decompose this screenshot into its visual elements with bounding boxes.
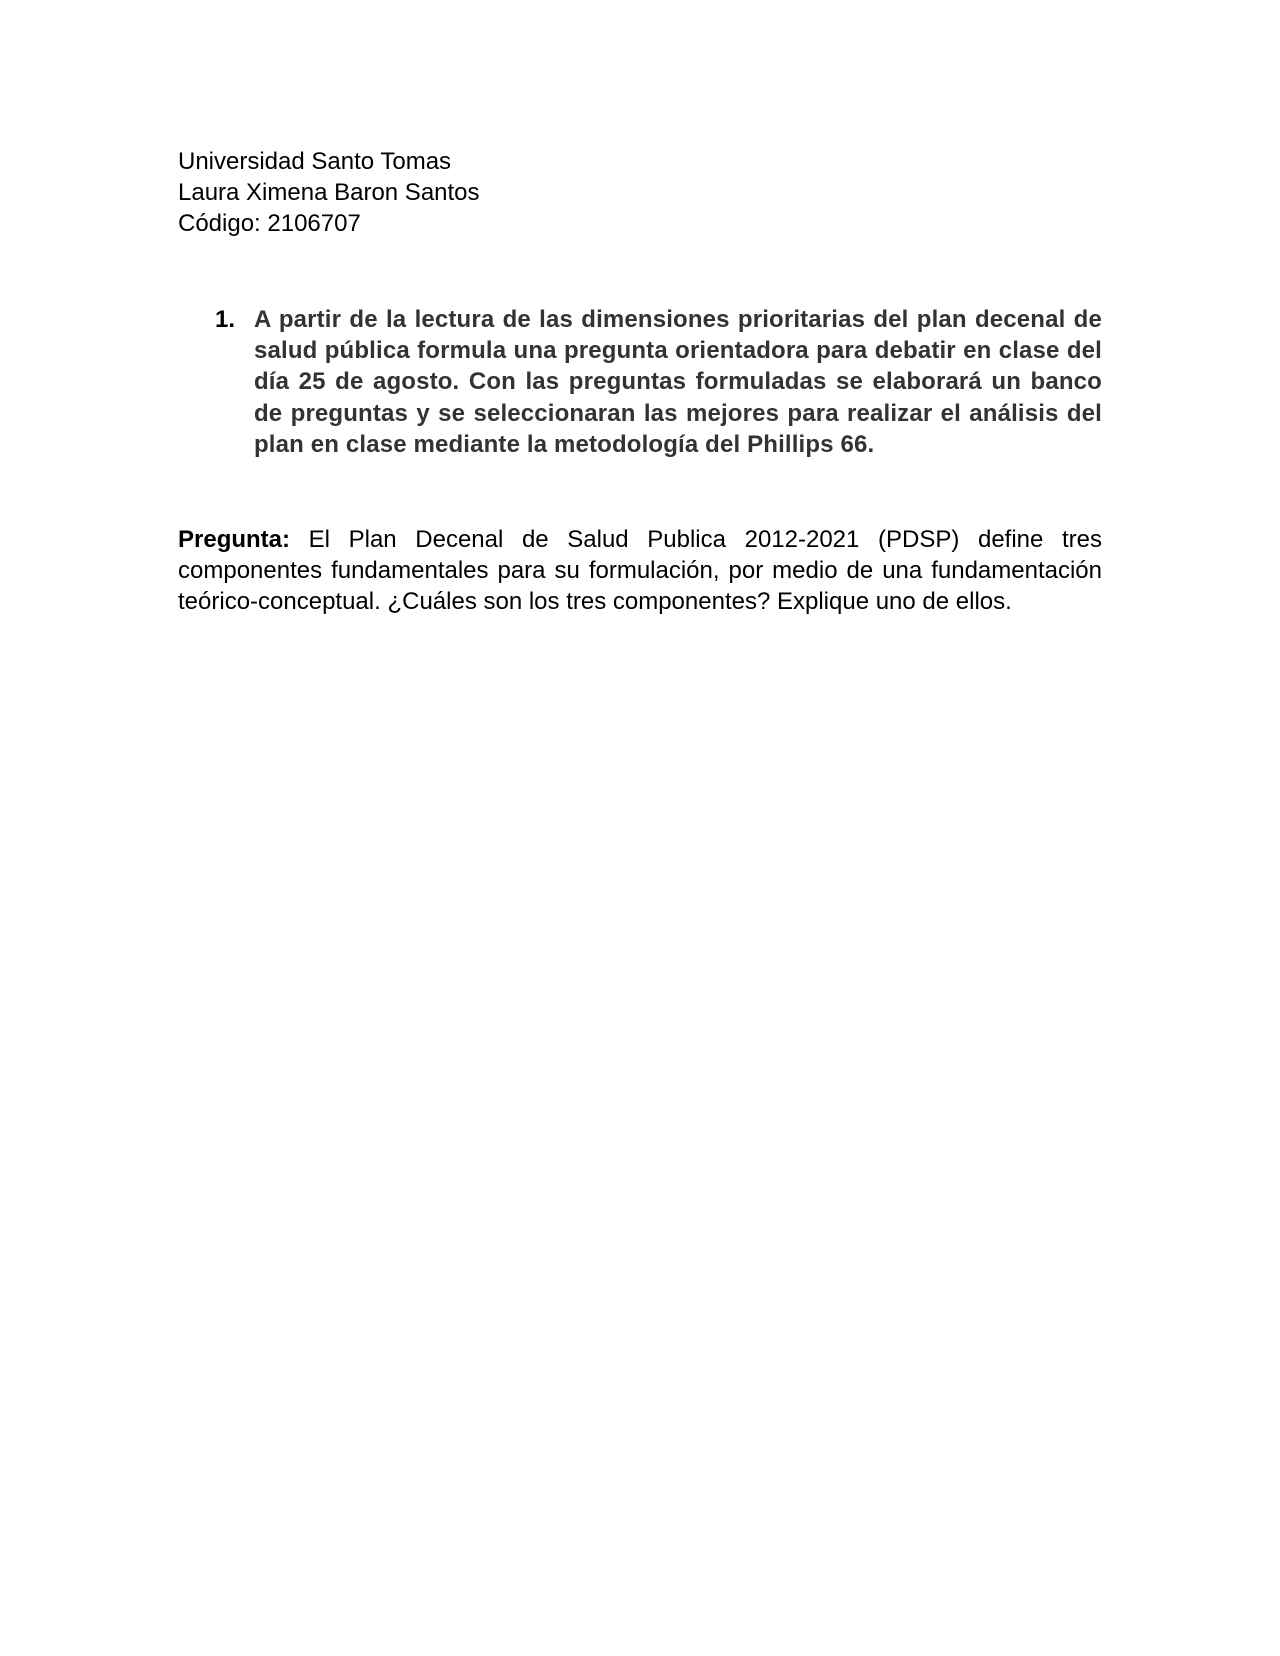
- student-name: Laura Ximena Baron Santos: [178, 179, 480, 206]
- university-name: Universidad Santo Tomas: [178, 148, 452, 175]
- list-item: [178, 304, 1102, 460]
- question-paragraph: [178, 524, 1102, 618]
- list-item-number: 1.: [215, 306, 236, 333]
- list-item-text: A partir de la lectura de las dimensiones prioritarias del plan decenal de salud pública formula una pregunta orientadora para debatir en clase del día 25 de agosto. Con las preguntas formuladas se elaborará un banco de preguntas y se seleccionaran las mejores para realizar el análisis del plan en clase mediante la metodología del Phillips 66.: [254, 306, 1102, 458]
- assignment-list: [178, 304, 1102, 460]
- student-code: Código: 2106707: [178, 210, 361, 237]
- question-label: Pregunta:: [178, 526, 291, 553]
- question-text: El Plan Decenal de Salud Publica 2012-2021 (PDSP) define tres componentes fundamentales para su formulación, por medio de una fundamentación teórico-conceptual. ¿Cuáles son los tres componentes? Explique uno de ellos.: [178, 526, 1102, 616]
- document-header: [178, 146, 480, 239]
